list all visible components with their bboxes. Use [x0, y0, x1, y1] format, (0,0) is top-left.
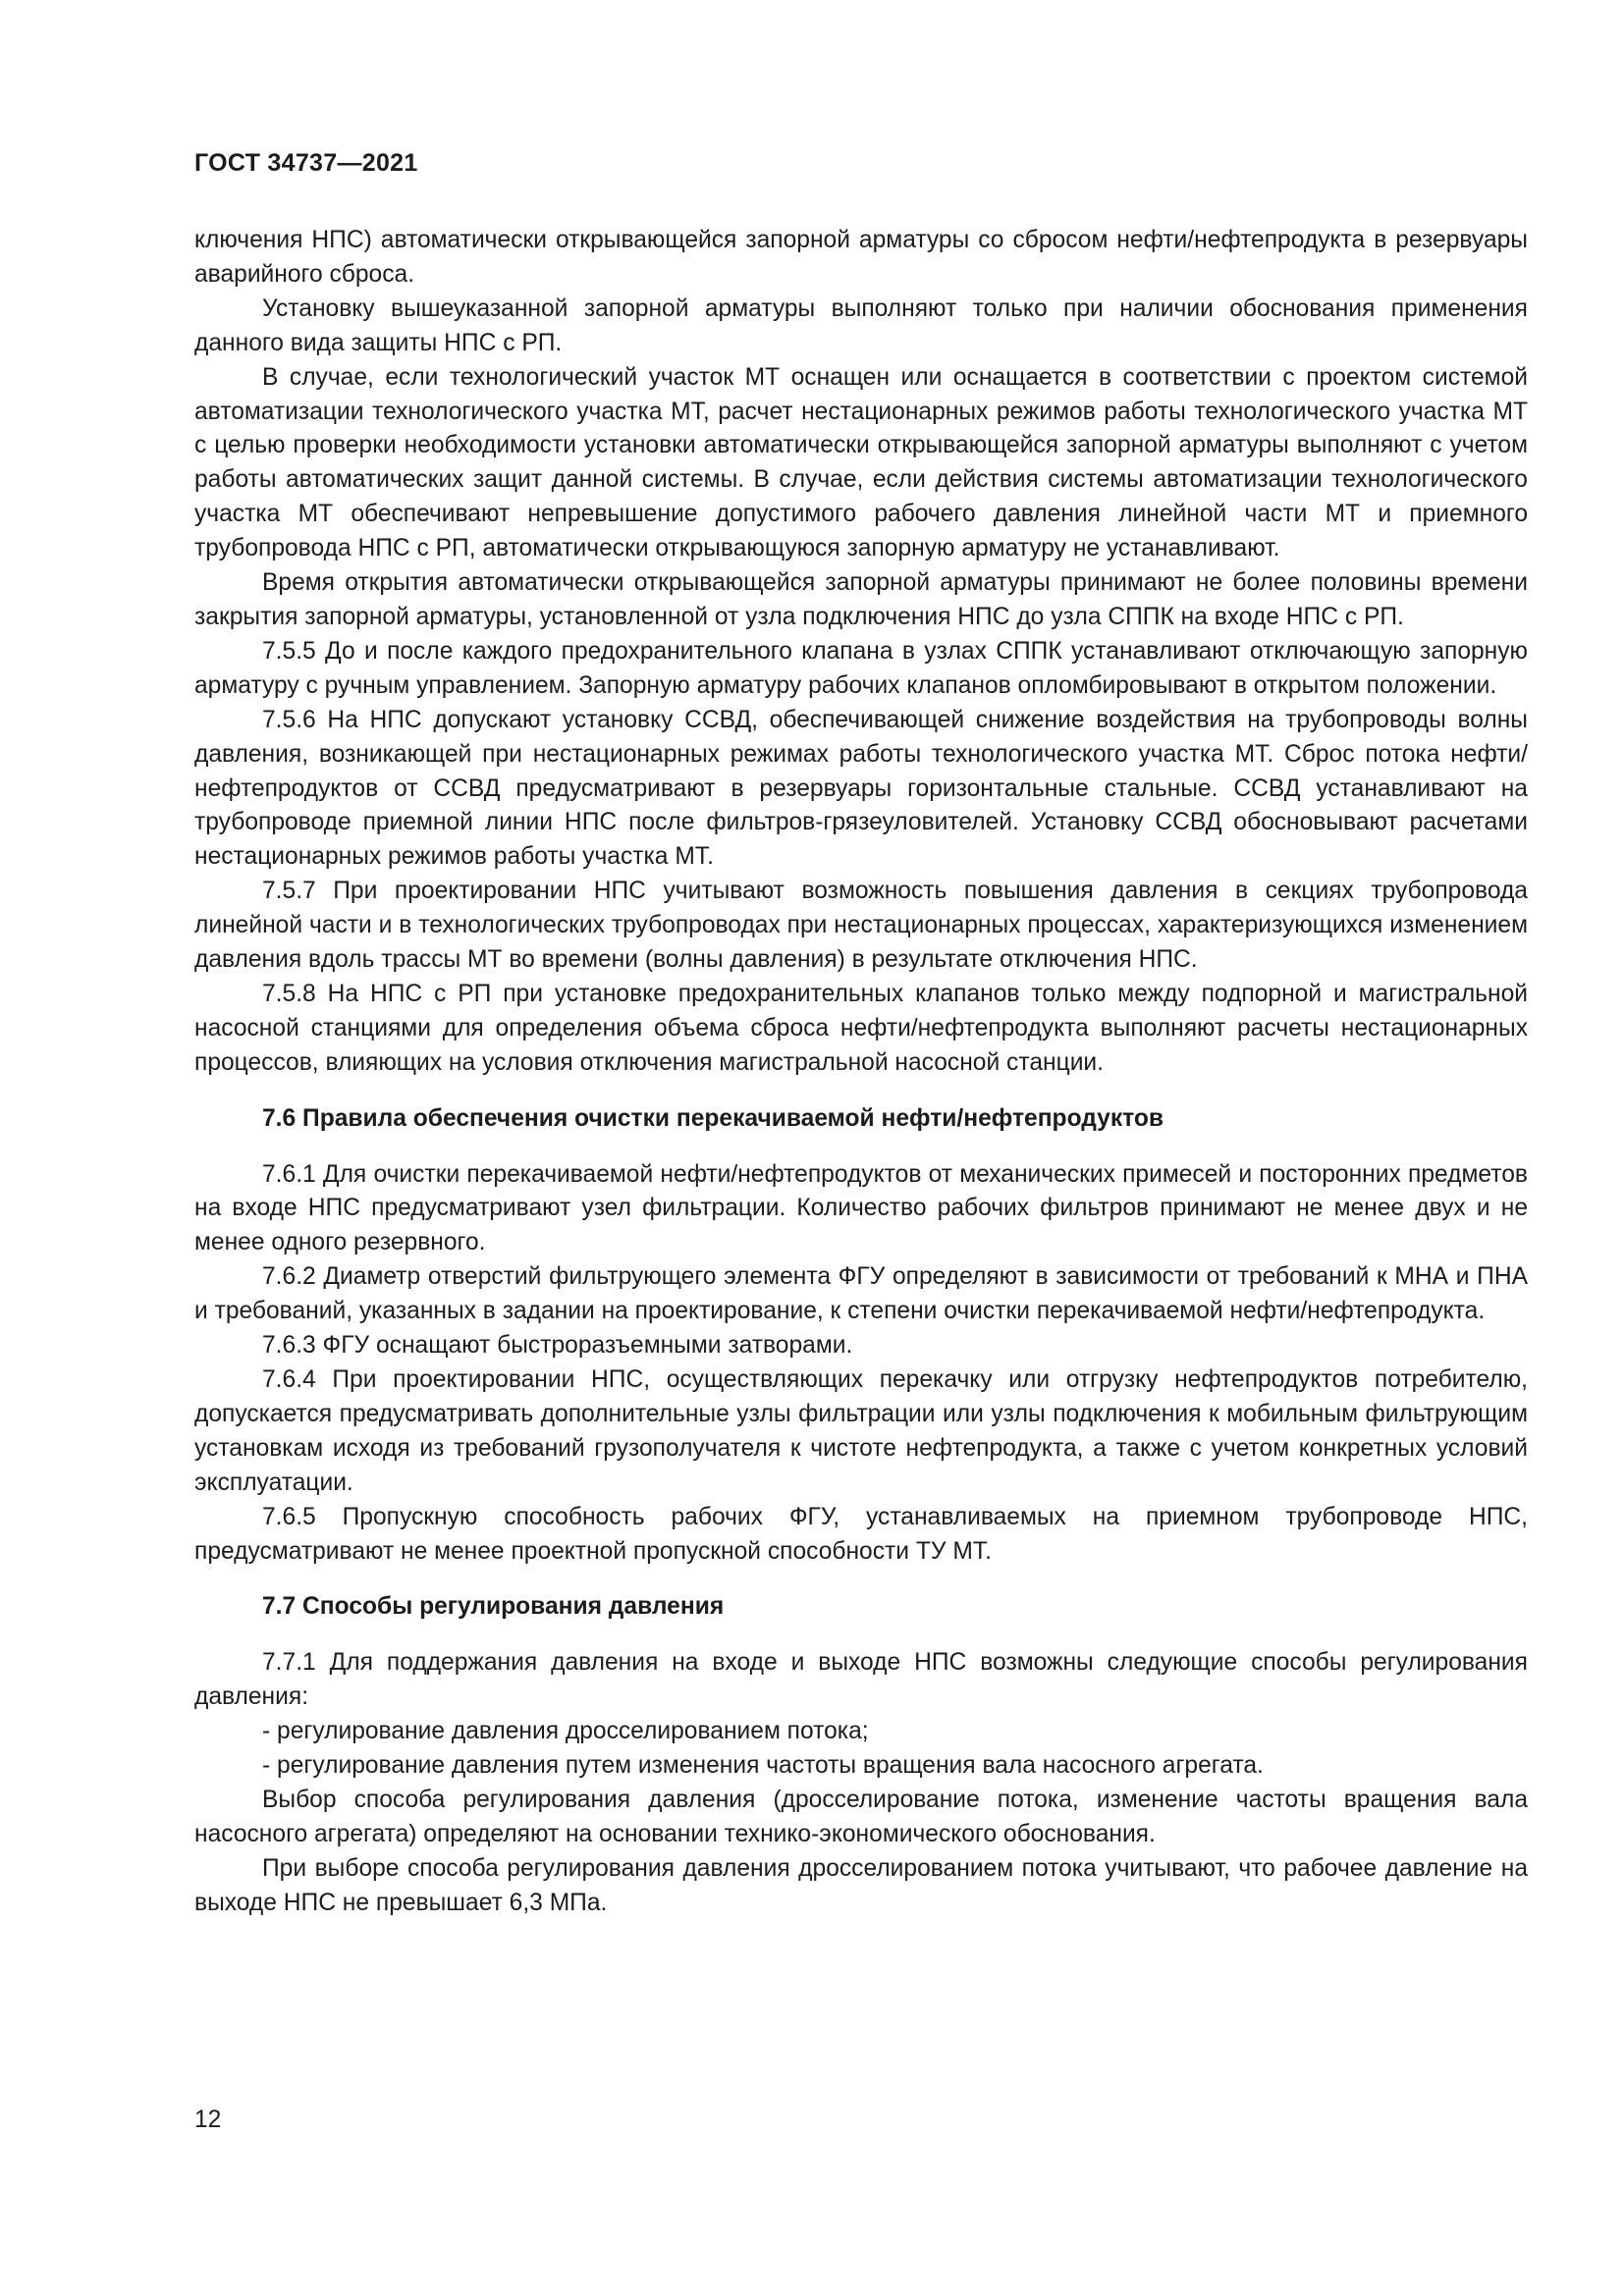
paragraph-7-7-1: 7.7.1 Для поддержания давления на входе и выходе НПС возможны следующие способы регулирования давления:: [194, 1649, 1528, 1711]
paragraph-7-5-5: 7.5.5 До и после каждого предохранительного клапана в узлах СППК устанавливают отключающую запорную арматуру с ручным управлением. Запорную арматуру рабочих клапанов опломбировывают в открытом положении.: [194, 637, 1528, 699]
section-heading-7-7: 7.7 Способы регулирования давления: [262, 1593, 725, 1621]
paragraph: Выбор способа регулирования давления (дросселирование потока, изменение частоты вращения вала насосного агрегата) определяют на основании технико-экономического обоснования.: [194, 1786, 1528, 1847]
paragraph-7-5-8: 7.5.8 На НПС с РП при установке предохранительных клапанов только между подпорной и магистральной насосной станциями для определения объема сброса нефти/нефтепродукта выполняют расчеты нестационарных процессов, влияющих на условия отключения магистральной насосной станции.: [194, 980, 1528, 1076]
list-item: - регулирование давления путем изменения частоты вращения вала насосного агрегата.: [262, 1752, 1264, 1780]
paragraph-7-5-6: 7.5.6 На НПС допускают установку ССВД, обеспечивающей снижение воздействия на трубопроводы волны давления, возникающей при нестационарных режимах работы технологического участка МТ. Сброс потока нефти/нефтепродуктов от ССВД предусматривают в резервуары горизонтальные стальные. ССВД устанавливают на трубопроводе приемной линии НПС после фильтров-грязеуловителей. Установку ССВД обосновывают расчетами нестационарных режимов работы участка МТ.: [194, 706, 1528, 871]
paragraph: Время открытия автоматически открывающейся запорной арматуры принимают не более половины времени закрытия запорной арматуры, установленной от узла подключения НПС до узла СППК на входе НПС с РП.: [194, 569, 1528, 630]
paragraph-7-6-3: 7.6.3 ФГУ оснащают быстроразъемными затворами.: [262, 1332, 853, 1360]
paragraph-7-6-2: 7.6.2 Диаметр отверстий фильтрующего элемента ФГУ определяют в зависимости от требований к МНА и ПНА и требований, указанных в задании на проектирование, к степени очистки перекачиваемой нефти/нефтепродукта.: [194, 1263, 1528, 1325]
document-body: [194, 224, 1528, 1921]
paragraph-7-6-5: 7.6.5 Пропускную способность рабочих ФГУ, устанавливаемых на приемном трубопроводе НПС, предусматривают не менее проектной пропускной способности ТУ МТ.: [194, 1503, 1528, 1565]
page-number: 12: [194, 2107, 222, 2133]
paragraph: В случае, если технологический участок МТ оснащен или оснащается в соответствии с проектом системой автоматизации технологического участка МТ, расчет нестационарных режимов работы технологического участка МТ с целью проверки необходимости установки автоматически открывающейся запорной арматуры выполняют с учетом работы автоматических защит данной системы. В случае, если действия системы автоматизации технологического участка МТ обеспечивают непревышение допустимого рабочего давления линейной части МТ и приемного трубопровода НПС с РП, автоматически открывающуюся запорную арматуру не устанавливают.: [194, 363, 1528, 562]
section-heading-7-6: 7.6 Правила обеспечения очистки перекачиваемой нефти/нефтепродуктов: [262, 1104, 1164, 1132]
list-item: - регулирование давления дросселированием потока;: [262, 1718, 869, 1745]
paragraph: При выборе способа регулирования давления дросселированием потока учитывают, что рабочее давление на выходе НПС не превышает 6,3 МПа.: [194, 1854, 1528, 1916]
paragraph-7-5-7: 7.5.7 При проектировании НПС учитывают возможность повышения давления в секциях трубопровода линейной части и в технологических трубопроводах при нестационарных процессах, характеризующихся изменением давления вдоль трассы МТ во времени (волны давления) в результате отключения НПС.: [194, 878, 1528, 974]
document-header: ГОСТ 34737—2021: [194, 149, 418, 177]
paragraph-7-6-1: 7.6.1 Для очистки перекачиваемой нефти/нефтепродуктов от механических примесей и посторонних предметов на входе НПС предусматривают узел фильтрации. Количество рабочих фильтров принимают не менее двух и не менее одного резервного.: [194, 1160, 1528, 1256]
paragraph: ключения НПС) автоматически открывающейся запорной арматуры со сбросом нефти/нефтепродукта в резервуары аварийного сброса.: [194, 227, 1528, 288]
paragraph-7-6-4: 7.6.4 При проектировании НПС, осуществляющих перекачку или отгрузку нефтепродуктов потребителю, допускается предусматривать дополнительные узлы фильтрации или узлы подключения к мобильным фильтрующим установкам исходя из требований грузополучателя к чистоте нефтепродукта, а также с учетом конкретных условий эксплуатации.: [194, 1366, 1528, 1496]
paragraph: Установку вышеуказанной запорной арматуры выполняют только при наличии обоснования применения данного вида защиты НПС с РП.: [194, 294, 1528, 356]
